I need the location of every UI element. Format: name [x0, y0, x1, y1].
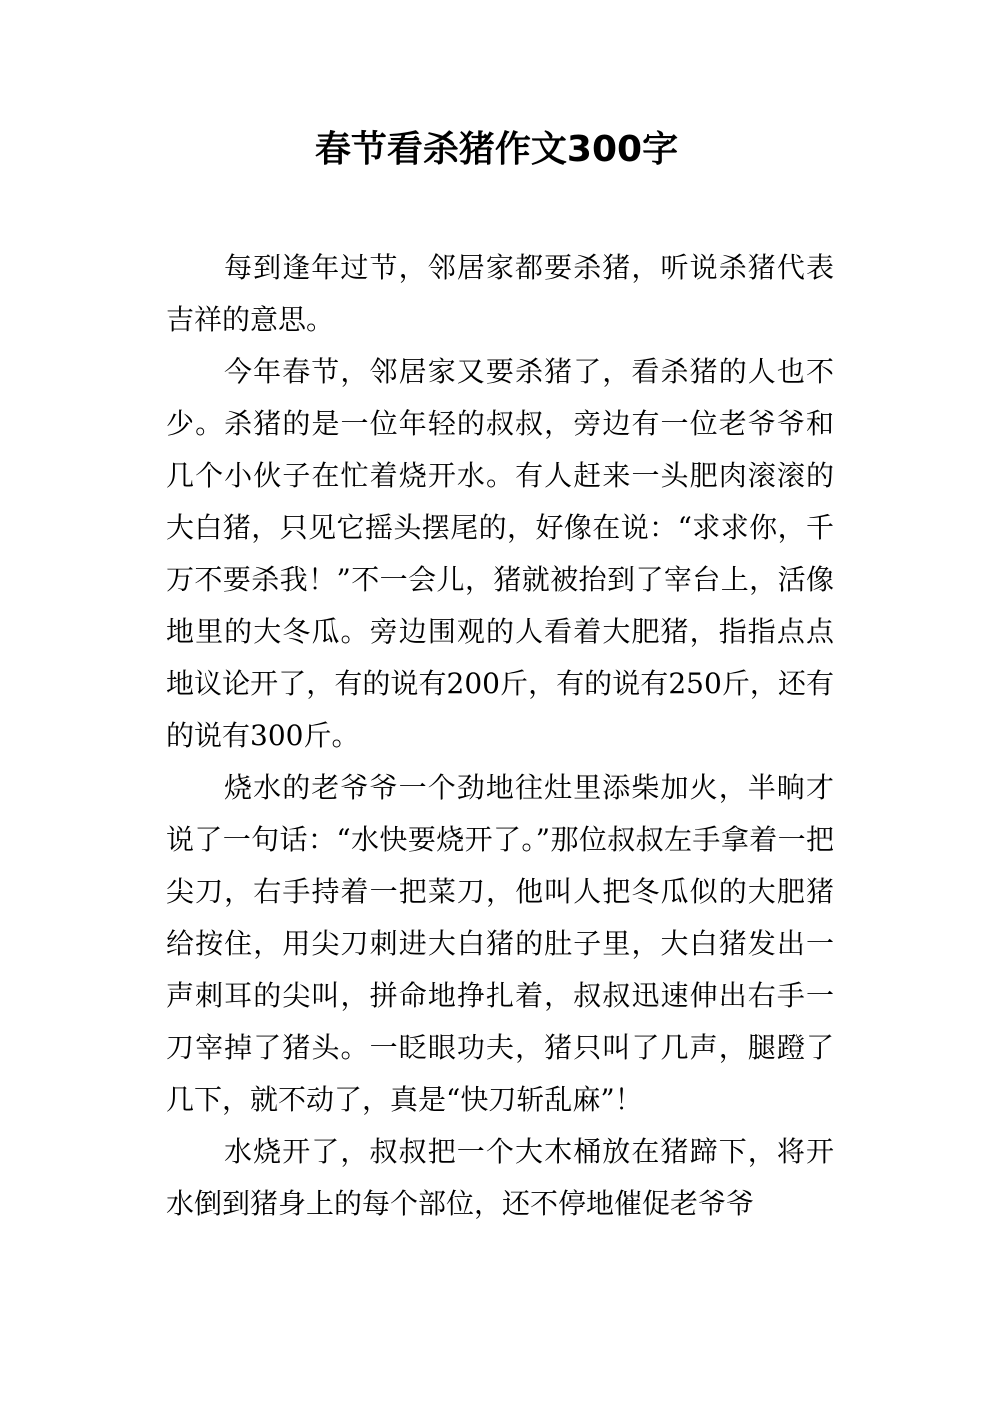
document-title: 春节看杀猪作文300字	[314, 129, 679, 170]
paragraph-4: 水烧开了，叔叔把一个大木桶放在猪蹄下，将开水倒到猪身上的每个部位，还不停地催促老爷爷	[166, 1135, 834, 1220]
paragraph-3: 烧水的老爷爷一个劲地往灶里添柴加火，半晌才说了一句话：“水快要烧开了。”那位叔叔左手拿着一把尖刀，右手持着一把菜刀，他叫人把冬瓜似的大肥猪给按住，用尖刀刺进大白猪的肚子里，大白猪发出一声刺耳的尖叫，拼命地挣扎着，叔叔迅速伸出右手一刀宰掉了猪头。一眨眼功夫，猪只叫了几声，腿蹬了几下，就不动了，真是“快刀斩乱麻”！	[166, 771, 834, 1116]
document-body	[166, 242, 834, 1230]
paragraph-1: 每到逢年过节，邻居家都要杀猪，听说杀猪代表吉祥的意思。	[166, 251, 834, 336]
paragraph-2: 今年春节，邻居家又要杀猪了，看杀猪的人也不少。杀猪的是一位年轻的叔叔，旁边有一位老爷爷和几个小伙子在忙着烧开水。有人赶来一头肥肉滚滚的大白猪，只见它摇头摆尾的，好像在说：“求求你，千万不要杀我！”不一会儿，猪就被抬到了宰台上，活像地里的大冬瓜。旁边围观的人看着大肥猪，指指点点地议论开了，有的说有200斤，有的说有250斤，还有的说有300斤。	[166, 355, 834, 752]
